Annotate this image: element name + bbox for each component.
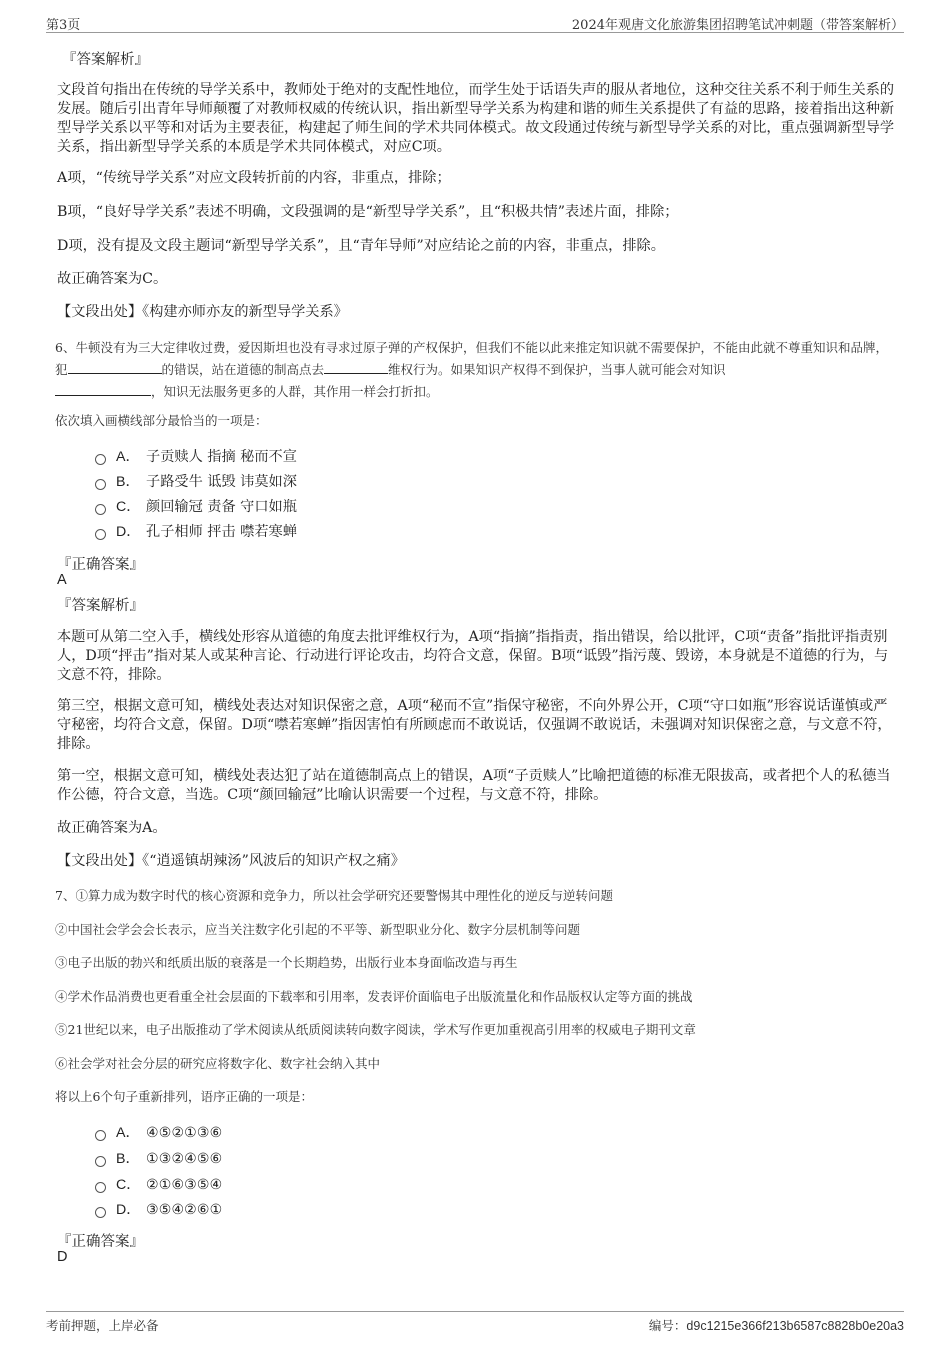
q6-blank-1 xyxy=(68,359,162,374)
q6-stem-part-b: 的错误，站在道德的制高点去 xyxy=(161,362,325,377)
q6-correct-label: 『正确答案』 xyxy=(57,557,144,573)
q6-stem-part-d: ，知识无法服务更多的人群，其作用一样会打折扣。 xyxy=(151,384,439,399)
q6-analysis-p2: 第三空，根据文意可知，横线处表达对知识保密之意，A项“秘而不宣”指保守秘密，不向外界公开，C项“守口如瓶”形容说话谨慎或严守秘密，均符合文意，保留。D项“噤若寒蝉”指因害怕有所顾虑而不敢说话，仅强调不敢说话，未强调对知识保密之意，与文意不符，排除。 xyxy=(57,698,892,752)
q6-stem xyxy=(55,337,900,403)
q6-option-b[interactable] xyxy=(95,471,297,493)
option-letter: A． xyxy=(116,449,140,465)
q5-analysis-p3: B项，“良好导学关系”表述不明确，文段强调的是“新型导学关系”，且“积极共情”表述片面，排除； xyxy=(57,204,679,220)
q7-correct-answer: D xyxy=(57,1249,68,1265)
q7-correct-label: 『正确答案』 xyxy=(57,1234,144,1250)
q7-option-b[interactable] xyxy=(95,1148,222,1170)
page-header xyxy=(46,14,904,33)
q6-stem-part-c: 维权行为。如果知识产权得不到保护，当事人就可能会对知识 xyxy=(388,362,726,377)
option-letter: B． xyxy=(116,474,140,490)
q7-prompt: 将以上6个句子重新排列，语序正确的一项是： xyxy=(55,1089,313,1104)
q6-option-a[interactable] xyxy=(95,446,297,468)
option-text: ④⑤②①③⑥ xyxy=(146,1125,223,1141)
q7-sentence-4: ④学术作品消费也更看重全社会层面的下载率和引用率，发表评价面临电子出版流量化和作品版权认定等方面的挑战 xyxy=(55,989,693,1004)
radio-icon[interactable] xyxy=(95,529,106,540)
q6-prompt: 依次填入画横线部分最恰当的一项是： xyxy=(55,413,268,428)
q6-answer-line: 故正确答案为A。 xyxy=(57,820,167,836)
q6-option-d[interactable] xyxy=(95,521,297,543)
option-text: 子贡赎人 指摘 秘而不宣 xyxy=(146,449,297,465)
q5-analysis-label: 『答案解析』 xyxy=(62,52,149,68)
q7-sentence-2: ②中国社会学会会长表示，应当关注数字化引起的不平等、新型职业分化、数字分层机制等问题 xyxy=(55,922,581,937)
footer-code-label: 编号： xyxy=(648,1318,687,1333)
option-text: ②①⑥③⑤④ xyxy=(146,1177,223,1193)
radio-icon[interactable] xyxy=(95,479,106,490)
q7-sentence-1: 7、①算力成为数字时代的核心资源和竞争力，所以社会学研究还要警惕其中理性化的逆反与逆转问题 xyxy=(55,888,613,903)
q6-option-c[interactable] xyxy=(95,496,297,518)
option-letter: B． xyxy=(116,1151,140,1167)
radio-icon[interactable] xyxy=(95,1130,106,1141)
q7-option-a[interactable] xyxy=(95,1122,222,1144)
radio-icon[interactable] xyxy=(95,504,106,515)
q5-source: 【文段出处】《构建亦师亦友的新型导学关系》 xyxy=(57,304,348,320)
page-number: 第3页 xyxy=(46,18,81,33)
radio-icon[interactable] xyxy=(95,454,106,465)
radio-icon[interactable] xyxy=(95,1207,106,1218)
q6-stem-part-a: 6、牛顿没有为三大定律收过费，爱因斯坦也没有寻求过原子弹的产权保护，但我们不能以此来推定知识就不需要保护，不能由此就不尊重知识和品牌，犯 xyxy=(55,340,888,377)
footer-code xyxy=(649,1316,904,1334)
q5-analysis-p4: D项，没有提及文段主题词“新型导学关系”，且“青年导师”对应结论之前的内容，非重点，排除。 xyxy=(57,238,665,254)
q5-answer-line: 故正确答案为C。 xyxy=(57,271,168,287)
option-text: ①③②④⑤⑥ xyxy=(146,1151,223,1167)
option-text: 颜回输冠 责备 守口如瓶 xyxy=(146,499,297,515)
q5-analysis-p1: 文段首句指出在传统的导学关系中，教师处于绝对的支配性地位，而学生处于话语失声的服从者地位，这种交往关系不利于师生关系的发展。随后引出青年导师颠覆了对教师权威的传统认识，指出新型导学关系为构建和谐的师生关系提供了有益的思路，接着指出这种新型导学关系以平等和对话为主要表征，构建起了师生间的学术共同体模式。故文段通过传统与新型导学关系的对比，重点强调新型导学关系，指出新型导学关系的本质是学术共同体模式，对应C项。 xyxy=(57,82,895,155)
option-text: 子路受牛 诋毁 讳莫如深 xyxy=(146,474,297,490)
option-letter: A． xyxy=(116,1125,140,1141)
q6-blank-3 xyxy=(55,381,151,396)
radio-icon[interactable] xyxy=(95,1156,106,1167)
option-text: ③⑤④②⑥① xyxy=(146,1202,223,1218)
q6-correct-answer: A xyxy=(57,572,67,588)
q7-sentence-5: ⑤21世纪以来，电子出版推动了学术阅读从纸质阅读转向数字阅读，学术写作更加重视高引用率的权威电子期刊文章 xyxy=(55,1022,696,1037)
option-letter: C． xyxy=(116,499,141,515)
q6-analysis-p3: 第一空，根据文意可知，横线处表达犯了站在道德制高点上的错误，A项“子贡赎人”比喻把道德的标准无限拔高，或者把个人的私德当作公德，符合文意，当选。C项“颜回输冠”比喻认识需要一个过程，与文意不符，排除。 xyxy=(57,768,891,803)
q7-option-c[interactable] xyxy=(95,1174,222,1196)
q6-analysis-label: 『答案解析』 xyxy=(57,598,144,614)
q7-sentence-6: ⑥社会学对社会分层的研究应将数字化、数字社会纳入其中 xyxy=(55,1056,381,1071)
q5-analysis-p2: A项，“传统导学关系”对应文段转折前的内容，非重点，排除； xyxy=(57,170,451,186)
footer-code-value: d9c1215e366f213b6587c8828b0e20a3 xyxy=(686,1319,904,1333)
q6-source: 【文段出处】《“逍遥镇胡辣汤”风波后的知识产权之痛》 xyxy=(57,853,405,869)
option-letter: D． xyxy=(116,524,141,540)
footer-slogan: 考前押题，上岸必备 xyxy=(46,1318,159,1333)
document-title: 2024年观唐文化旅游集团招聘笔试冲刺题（带答案解析） xyxy=(571,18,904,33)
option-letter: C． xyxy=(116,1177,141,1193)
q6-analysis-p1: 本题可从第二空入手，横线处形容从道德的角度去批评维权行为，A项“指摘”指指责，指出错误，给以批评，C项“责备”指批评指责别人，D项“抨击”指对某人或某种言论、行动进行评论攻击，均符合文意，保留。B项“诋毁”指污蔑、毁谤，本身就是不道德的行为，与文意不符，排除。 xyxy=(57,629,889,683)
radio-icon[interactable] xyxy=(95,1182,106,1193)
q6-blank-2 xyxy=(324,359,388,374)
q7-sentence-3: ③电子出版的勃兴和纸质出版的衰落是一个长期趋势，出版行业本身面临改造与再生 xyxy=(55,955,518,970)
q7-option-d[interactable] xyxy=(95,1199,222,1221)
option-text: 孔子相师 抨击 噤若寒蝉 xyxy=(146,524,297,540)
option-letter: D． xyxy=(116,1202,141,1218)
page-footer xyxy=(46,1311,904,1338)
